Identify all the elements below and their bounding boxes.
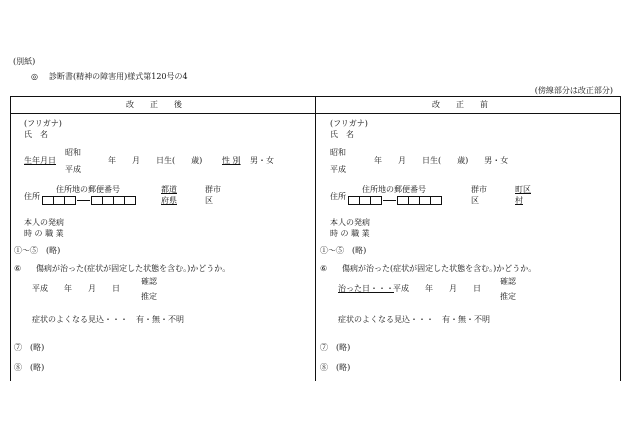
after-confirm: 確認 — [141, 277, 157, 286]
after-items-1-5: ①～⑤ (略) — [14, 246, 61, 255]
before-occupation-1: 本人の発病 — [330, 218, 370, 227]
after-estimate: 推定 — [141, 292, 157, 301]
after-sex-label: 性 別 — [222, 156, 241, 165]
before-city-1: 群市 — [471, 185, 487, 194]
after-occupation-2: 時 の 職 業 — [24, 229, 64, 238]
before-address-label: 住所 — [330, 192, 346, 201]
before-city-2: 区 — [471, 196, 479, 205]
before-town-2: 村 — [515, 196, 523, 205]
before-cure-date: 平成 年 月 日 — [393, 284, 481, 293]
after-prospect: 症状のよくなる見込・・・ 有・無・不明 — [32, 315, 184, 324]
before-name-label: 氏 名 — [330, 130, 354, 139]
after-item-7: ⑦ (略) — [14, 343, 45, 352]
before-town-1: 町区 — [515, 185, 531, 194]
after-birth-date: 年 月 日生( 歳) — [108, 156, 203, 165]
after-pref-2: 府県 — [161, 196, 177, 205]
document-title: 診断書(精神の障害用)様式第120号の4 — [49, 72, 188, 81]
after-birth-label: 生年月日 — [24, 156, 56, 165]
before-postal-label: 住所地の郵便番号 — [362, 185, 426, 194]
revision-note: (傍線部分は改正部分) — [534, 86, 613, 95]
before-item-7: ⑦ (略) — [320, 343, 351, 352]
after-era-heisei: 平成 — [65, 165, 81, 174]
after-postal-label: 住所地の郵便番号 — [56, 185, 120, 194]
after-pref-1: 都道 — [161, 185, 177, 194]
after-item-6-text: 傷病が治った(症状が固定した状態を含む。)かどうか。 — [36, 264, 231, 273]
before-cured-prefix: 治った日・・・ — [338, 284, 394, 293]
after-furigana: (フリガナ) — [24, 119, 62, 128]
table-right-border — [620, 96, 621, 381]
after-item-8: ⑧ (略) — [14, 363, 45, 372]
bullet-mark: ◎ — [31, 72, 38, 81]
after-city-2: 区 — [205, 196, 213, 205]
before-item-6-num: ⑥ — [320, 264, 328, 273]
table-center-divider — [315, 96, 316, 381]
column-header-before: 改 正 前 — [432, 100, 488, 109]
before-prospect: 症状のよくなる見込・・・ 有・無・不明 — [338, 315, 490, 324]
after-city-1: 群市 — [205, 185, 221, 194]
column-header-after: 改 正 後 — [126, 100, 182, 109]
table-left-border — [10, 96, 11, 381]
before-occupation-2: 時 の 職 業 — [330, 229, 370, 238]
before-item-6-text: 傷病が治った(症状が固定した状態を含む。)かどうか。 — [342, 264, 537, 273]
after-cure-date: 平成 年 月 日 — [32, 284, 120, 293]
after-address-label: 住所 — [24, 192, 40, 201]
before-birth-date: 年 月 日生( 歳) 男・女 — [374, 156, 509, 165]
after-name-label: 氏 名 — [24, 130, 48, 139]
before-estimate: 推定 — [500, 292, 516, 301]
after-sex-value: 男・女 — [250, 156, 274, 165]
before-items-1-5: ①～⑤ (略) — [320, 246, 367, 255]
after-era-showa: 昭和 — [65, 148, 81, 157]
before-era-showa: 昭和 — [330, 148, 346, 157]
before-confirm: 確認 — [500, 277, 516, 286]
after-occupation-1: 本人の発病 — [24, 218, 64, 227]
after-item-6-num: ⑥ — [14, 264, 22, 273]
before-furigana: (フリガナ) — [330, 119, 368, 128]
before-item-8: ⑧ (略) — [320, 363, 351, 372]
annex-label: (別紙) — [13, 57, 36, 66]
before-era-heisei: 平成 — [330, 165, 346, 174]
